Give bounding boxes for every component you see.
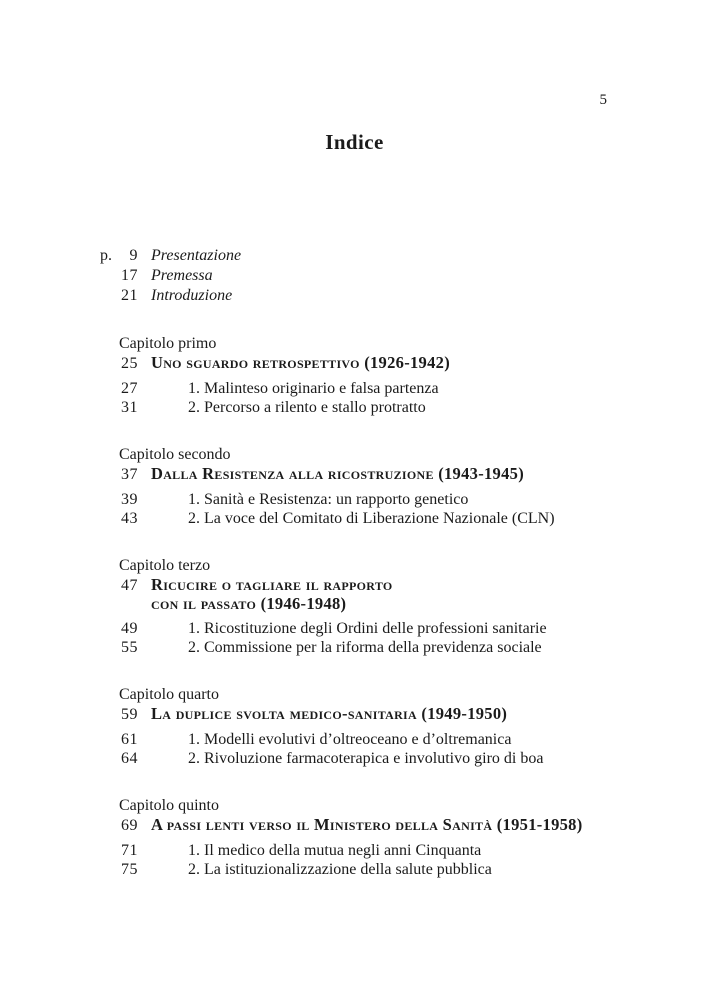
entry-page-number: 21	[121, 287, 138, 304]
chapter-block	[100, 445, 654, 528]
chapter-title	[151, 575, 393, 613]
entry-page-number: 55	[121, 639, 138, 656]
entry-page-number: 69	[121, 817, 138, 834]
entry-page-number	[100, 246, 138, 266]
chapter-label: Capitolo terzo	[119, 557, 211, 574]
chapter-title-line1: Ricucire o tagliare il rapporto	[151, 575, 393, 594]
chapter-title: Uno sguardo retrospettivo (1926-1942)	[151, 353, 450, 372]
chapter-title: Dalla Resistenza alla ricostruzione (1943-1945)	[151, 464, 524, 483]
toc-entry	[100, 841, 654, 860]
chapter-title-row	[100, 353, 654, 373]
entry-page-number: 39	[121, 491, 138, 508]
chapter-title-row	[100, 575, 654, 613]
section-title: 1. Il medico della mutua negli anni Cinquanta	[188, 842, 482, 859]
chapter-block	[100, 556, 654, 657]
entry-page-number: 25	[121, 355, 138, 372]
entry-page-number: 64	[121, 750, 138, 767]
chapter-block	[100, 685, 654, 768]
chapter-sections	[100, 490, 654, 528]
toc-entry	[100, 749, 654, 768]
page-title: Indice	[325, 130, 384, 154]
entry-page-number: 17	[121, 267, 138, 284]
section-title: 2. Percorso a rilento e stallo protratto	[188, 399, 426, 416]
chapter-title: A passi lenti verso il Ministero della Sanità (1951-1958)	[151, 815, 583, 834]
entry-page-number: 61	[121, 731, 138, 748]
chapter-label: Capitolo quinto	[119, 797, 219, 814]
toc-entry	[100, 509, 654, 528]
section-title: 1. Ricostituzione degli Ordini delle professioni sanitarie	[188, 620, 547, 637]
toc-entry	[100, 638, 654, 657]
toc-entry	[100, 286, 654, 306]
section-title: 2. Commissione per la riforma della previdenza sociale	[188, 639, 542, 656]
chapter-title-row	[100, 464, 654, 484]
toc-entry	[100, 490, 654, 509]
table-of-contents	[100, 246, 654, 879]
chapter-label: Capitolo secondo	[119, 446, 231, 463]
entry-page-number: 27	[121, 380, 138, 397]
entry-page-number: 43	[121, 510, 138, 527]
chapter-title-line2: con il passato (1946-1948)	[151, 594, 347, 613]
entry-title: Presentazione	[151, 247, 242, 264]
page-value: 9	[129, 247, 138, 264]
entry-page-number: 31	[121, 399, 138, 416]
folio-page-number: 5	[599, 92, 607, 108]
chapter-block	[100, 796, 654, 879]
entry-page-number: 37	[121, 466, 138, 483]
section-title: 1. Malinteso originario e falsa partenza	[188, 380, 439, 397]
chapter-title-row	[100, 815, 654, 835]
entry-title: Introduzione	[151, 287, 233, 304]
chapter-label: Capitolo quarto	[119, 686, 219, 703]
entry-page-number: 49	[121, 620, 138, 637]
toc-entry	[100, 619, 654, 638]
chapter-sections	[100, 841, 654, 879]
entry-page-number: 59	[121, 706, 138, 723]
chapter-title-row	[100, 704, 654, 724]
entry-page-number: 71	[121, 842, 138, 859]
toc-entry	[100, 379, 654, 398]
entry-title: Premessa	[151, 267, 213, 284]
toc-entry	[100, 860, 654, 879]
page-prefix: p.	[100, 247, 112, 264]
chapter-sections	[100, 730, 654, 768]
chapter-sections	[100, 619, 654, 657]
entry-page-number: 47	[121, 577, 138, 594]
toc-entry	[100, 398, 654, 417]
front-matter	[100, 246, 654, 306]
section-title: 2. Rivoluzione farmacoterapica e involutivo giro di boa	[188, 750, 544, 767]
section-title: 2. La istituzionalizzazione della salute pubblica	[188, 861, 492, 878]
section-title: 1. Modelli evolutivi d’oltreoceano e d’oltremanica	[188, 731, 512, 748]
section-title: 2. La voce del Comitato di Liberazione Nazionale (CLN)	[188, 510, 555, 527]
chapter-sections	[100, 379, 654, 417]
toc-entry	[100, 246, 654, 266]
chapter-label: Capitolo primo	[119, 335, 217, 352]
chapter-block	[100, 334, 654, 417]
entry-page-number: 75	[121, 861, 138, 878]
toc-entry	[100, 266, 654, 286]
chapter-title: La duplice svolta medico-sanitaria (1949-1950)	[151, 704, 508, 723]
section-title: 1. Sanità e Resistenza: un rapporto genetico	[188, 491, 469, 508]
toc-entry	[100, 730, 654, 749]
